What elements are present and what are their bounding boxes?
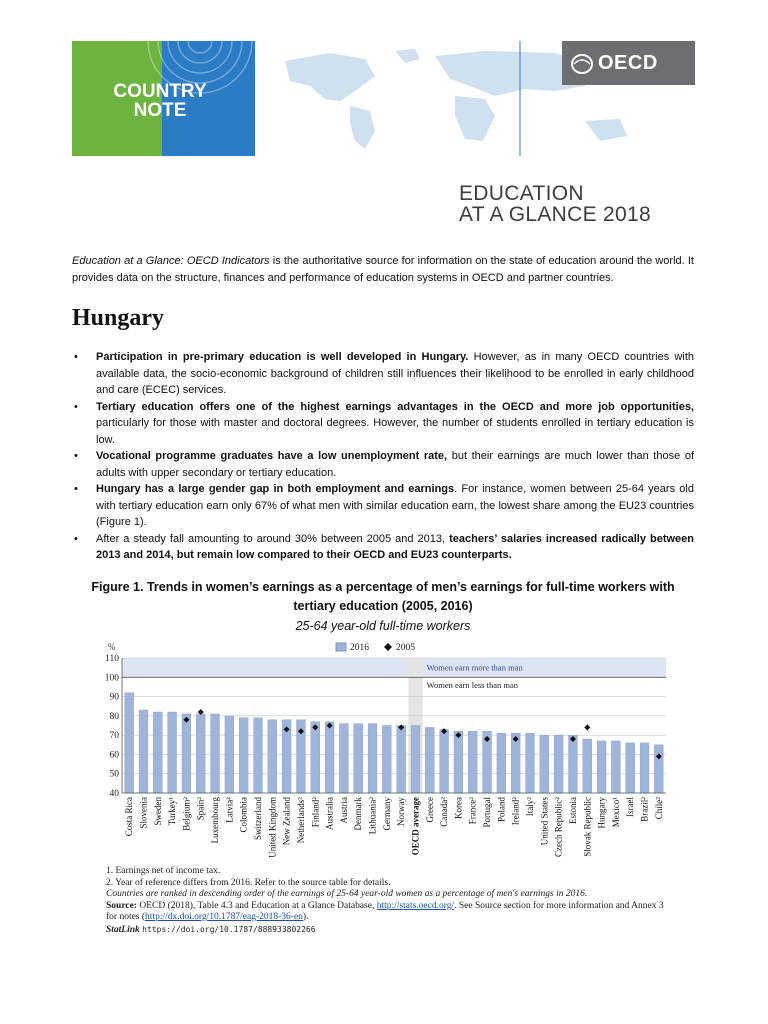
x-tick-label: Italy² bbox=[525, 797, 535, 817]
bar-oecdaverage bbox=[411, 726, 420, 794]
bar-hungary bbox=[597, 741, 606, 793]
list-item: • Participation in pre-primary education is well developed in Hungary. However, as in many OECD countries with available data, the socio-economic background of children still influences their likelihood to be enrolled in early childhood and care (ECEC) services. bbox=[74, 351, 694, 396]
intro-title-italic: Education at a Glance: OECD Indicators bbox=[72, 255, 270, 267]
y-tick-label: 90 bbox=[109, 692, 119, 703]
bar-austria bbox=[339, 724, 348, 793]
x-tick-label: Netherlands² bbox=[295, 797, 306, 844]
x-tick-label: Australia bbox=[324, 797, 335, 830]
bar-poland bbox=[497, 733, 506, 793]
bar-italy bbox=[526, 733, 535, 793]
key-findings-list bbox=[72, 349, 694, 564]
x-tick-label: Finland² bbox=[310, 797, 321, 828]
x-tick-label: Israel bbox=[625, 797, 636, 817]
bar-latvia bbox=[225, 716, 234, 793]
x-tick-label: Turkey¹ bbox=[167, 797, 178, 826]
list-item: • After a steady fall amounting to around 30% between 2005 and 2013, teachers’ salaries increased radically between 2013 and 2014, but remain low compared to their OECD and EU23 counterparts. bbox=[74, 532, 695, 561]
y-tick-label: 70 bbox=[109, 731, 119, 742]
bar-belgium bbox=[182, 714, 191, 793]
bar-luxembourg bbox=[211, 714, 220, 793]
list-item: • Tertiary education offers one of the highest earnings advantages in the OECD and more job opportunities, particularly for those with master and doctoral degrees. However, the number of students enrolled in tertiary education is low. bbox=[74, 400, 694, 446]
x-tick-label: Portugal bbox=[482, 797, 493, 828]
bar-mexico bbox=[611, 741, 620, 793]
country-note-label: COUNTRY NOTE bbox=[113, 81, 207, 121]
figure-subtitle: 25-64 year-old full-time workers bbox=[295, 619, 471, 633]
bar-costarica bbox=[125, 693, 134, 793]
bar-france bbox=[468, 731, 477, 793]
legend-label-2016: 2016 bbox=[350, 643, 369, 653]
y-tick-label: 40 bbox=[109, 789, 119, 799]
bar-slovakrepublic bbox=[583, 739, 592, 793]
band-women-earn-more bbox=[122, 658, 666, 677]
legend-swatch-2016 bbox=[336, 643, 346, 651]
x-tick-label: Colombia bbox=[238, 797, 249, 833]
bar-spain bbox=[196, 714, 205, 793]
x-tick-label: Chile² bbox=[653, 797, 664, 820]
bar-sweden bbox=[153, 712, 162, 793]
x-tick-label: Latvia² bbox=[224, 797, 235, 823]
publication-title: EDUCATION AT A GLANCE 2018 bbox=[459, 182, 651, 226]
bar-israel bbox=[626, 743, 635, 793]
intro-paragraph bbox=[72, 253, 694, 286]
figure-notes bbox=[106, 866, 666, 936]
bar-korea bbox=[454, 731, 463, 793]
x-tick-label: Czech Republic² bbox=[553, 797, 564, 857]
bar-lithuania bbox=[368, 724, 377, 793]
bar-denmark bbox=[354, 724, 363, 793]
x-tick-label: Slovenia bbox=[138, 797, 149, 829]
earnings-chart bbox=[100, 638, 670, 866]
note-ranking: Countries are ranked in descending order of the earnings of 25-64 year-old women as a percentage of men's earnings in 2016. bbox=[106, 889, 588, 899]
x-tick-label: New Zealand bbox=[281, 797, 292, 846]
bar-finland bbox=[311, 722, 320, 793]
x-tick-label: Hungary bbox=[596, 797, 607, 829]
x-tick-label: Slovak Republic bbox=[582, 797, 593, 857]
note-1: 1. Earnings net of income tax. bbox=[106, 866, 221, 876]
legend-label-2005: 2005 bbox=[396, 643, 415, 653]
band-label-above: Women earn more than man bbox=[426, 662, 523, 673]
x-tick-label: Germany bbox=[381, 797, 392, 831]
oecd-globe-icon bbox=[570, 53, 594, 75]
bar-slovenia bbox=[139, 710, 148, 793]
oecd-logo-text: OECD bbox=[598, 52, 658, 74]
bar-greece bbox=[425, 727, 434, 793]
bar-turkey bbox=[168, 712, 177, 793]
intro-text: is the authoritative source for information on the state of education around the world. It provides data on the structure, finances and performance of education systems in OECD and partner countries. bbox=[72, 255, 694, 284]
bar-czechrepublic bbox=[554, 735, 563, 793]
note-2: 2. Year of reference differs from 2016. Refer to the source table for details. bbox=[106, 877, 391, 888]
x-tick-label: Switzerland bbox=[253, 797, 263, 840]
statlink-line: StatLink https://doi.org/10.1787/888933802266 bbox=[106, 924, 316, 935]
x-tick-label: Denmark bbox=[353, 797, 364, 831]
bar-germany bbox=[382, 726, 391, 794]
stats-link[interactable]: http://stats.oecd.org/ bbox=[376, 900, 455, 911]
marker-2005-slovakrepublic bbox=[584, 724, 590, 730]
legend-marker-2005 bbox=[384, 643, 392, 651]
x-tick-label: Lithuania² bbox=[367, 797, 378, 835]
x-tick-label: Brazil² bbox=[639, 797, 650, 822]
x-tick-label: Estonia bbox=[567, 797, 578, 824]
x-tick-label: Ireland² bbox=[510, 797, 521, 826]
band-label-below: Women earn less than man bbox=[426, 680, 519, 690]
list-item: • Hungary has a large gender gap in both employment and earnings. For instance, women between 25-64 years old with tertiary education earn only 67% of what men with similar education earn, the lowest share among the EU23 countries (Figure 1). bbox=[74, 483, 694, 528]
bar-brazil bbox=[640, 743, 649, 793]
figure-title: Figure 1. Trends in women’s earnings as a percentage of men’s earnings for full-time workers with tertiary education (2005, 2016) bbox=[91, 580, 675, 613]
bar-chile bbox=[654, 745, 663, 793]
y-tick-label: 100 bbox=[104, 673, 119, 684]
x-tick-label: Sweden bbox=[152, 797, 163, 826]
y-tick-label: 80 bbox=[109, 711, 119, 722]
statlink-url[interactable]: https://doi.org/10.1787/888933802266 bbox=[142, 924, 316, 934]
source-note: Source: OECD (2018), Table 4.3 and Education at a Glance Database, http://stats.oecd.org/. See Source section for more information and Annex 3 for notes (http://dx.doi.org/10.1787/eag-2018-36-en). bbox=[106, 900, 664, 922]
x-tick-label: Greece bbox=[424, 797, 435, 823]
bar-norway bbox=[397, 726, 406, 794]
x-tick-label: United States bbox=[539, 797, 550, 846]
y-tick-label: 50 bbox=[109, 769, 119, 780]
bar-australia bbox=[325, 722, 334, 793]
bar-colombia bbox=[239, 718, 248, 793]
x-tick-label: Canada² bbox=[439, 797, 450, 827]
y-tick-label: 110 bbox=[105, 654, 119, 664]
doi-link[interactable]: http://dx.doi.org/10.1787/eag-2018-36-en bbox=[145, 912, 303, 922]
list-item: • Vocational programme graduates have a low unemployment rate, but their earnings are much lower than those of adults with upper secondary or tertiary education. bbox=[74, 450, 694, 479]
bar-estonia bbox=[569, 735, 578, 793]
bar-ireland bbox=[511, 733, 520, 793]
bar-unitedkingdom bbox=[268, 720, 277, 793]
x-tick-label: Costa Rica bbox=[124, 797, 135, 837]
y-axis-label: % bbox=[108, 642, 116, 652]
x-tick-label: France² bbox=[467, 797, 478, 825]
x-tick-label: Austria bbox=[338, 797, 349, 824]
x-tick-label: OECD average bbox=[410, 797, 421, 856]
x-tick-label: Mexico¹ bbox=[610, 797, 621, 828]
x-tick-label: Poland bbox=[496, 797, 507, 823]
bar-unitedstates bbox=[540, 735, 549, 793]
x-tick-label: Spain² bbox=[195, 797, 206, 821]
x-tick-label: Belgium² bbox=[181, 797, 192, 831]
x-tick-label: Luxembourg bbox=[210, 797, 221, 844]
x-tick-label: Korea bbox=[453, 797, 464, 819]
x-tick-label: Norway bbox=[396, 797, 407, 826]
bar-canada bbox=[440, 729, 449, 793]
x-tick-label: United Kingdom bbox=[267, 797, 278, 858]
bar-switzerland bbox=[254, 718, 263, 793]
y-tick-label: 60 bbox=[109, 750, 119, 761]
country-heading: Hungary bbox=[72, 305, 165, 331]
